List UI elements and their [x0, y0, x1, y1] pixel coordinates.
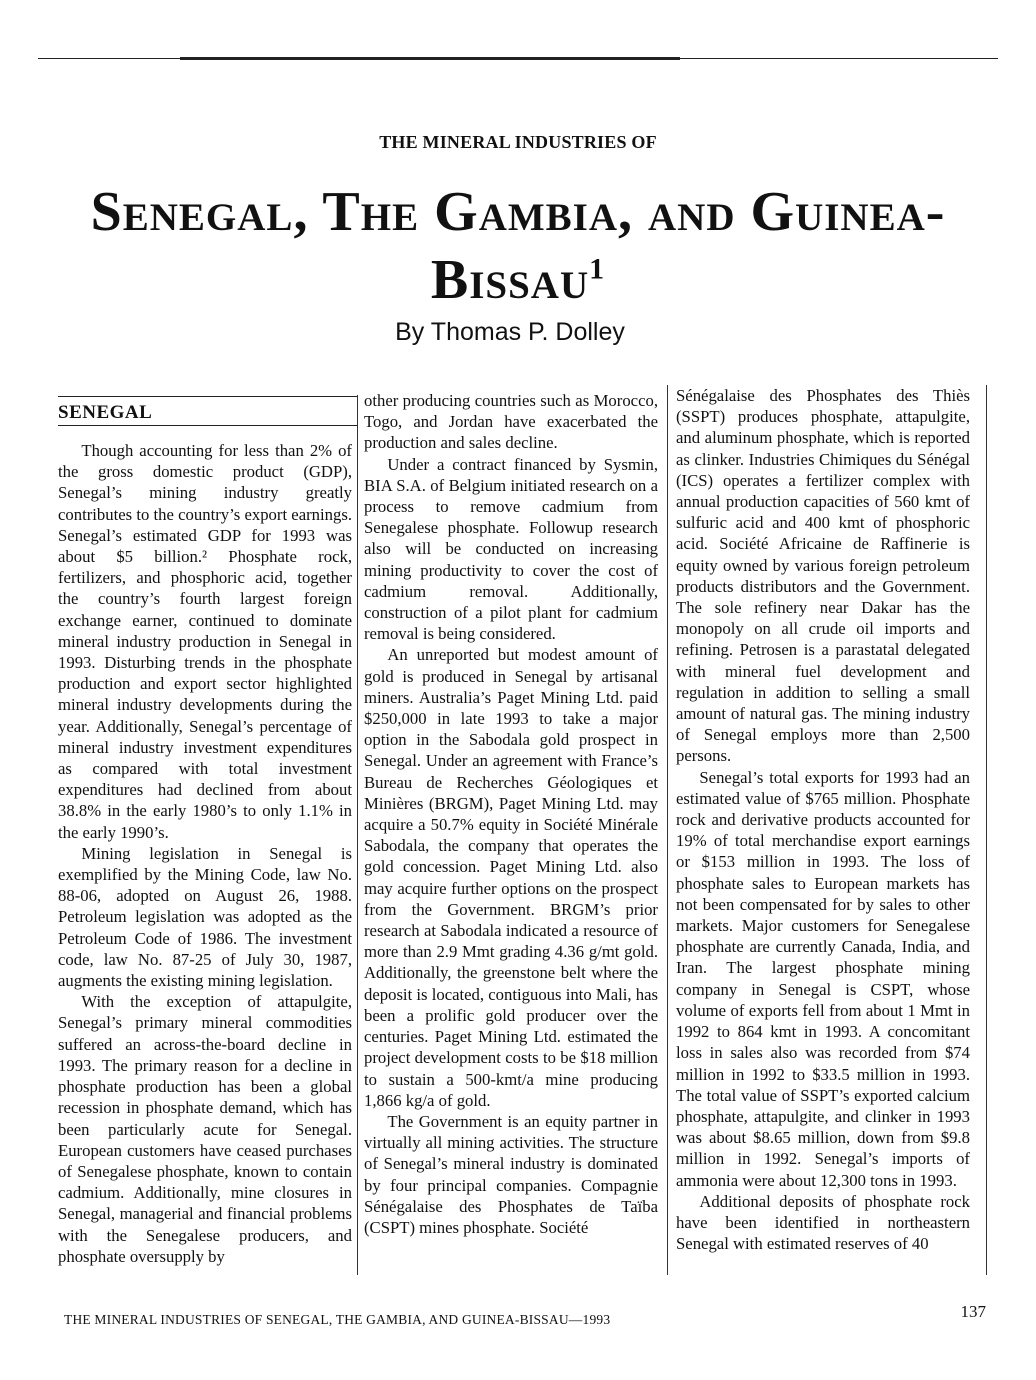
paragraph: With the exception of attapulgite, Senegal’s primary mineral commodities suffered an across-the-board decline in 1993. The primary reason for a decline in phosphate production has been a global recession in phosphate demand, which has been particularly acute for Senegal. European customers have ceased purchases of Senegalese phosphate, known to contain cadmium. Additionally, mine closures in Senegal, managerial and financial problems with the Senegalese producers, and phosphate oversupply by [58, 992, 352, 1266]
column-divider-1 [357, 395, 358, 1275]
column-3 [676, 385, 970, 1254]
title-line-2 [30, 246, 1006, 314]
paragraph: Though accounting for less than 2% of the gross domestic product (GDP), Senegal’s mining industry greatly contributes to the country’s export earnings. Senegal’s estimated GDP for 1993 was about $5 billion.² Phosphate rock, fertilizers, and phosphoric acid, together the country’s fourth largest foreign exchange earner, continued to dominate mineral industry production in Senegal in 1993. Disturbing trends in the phosphate production and export sector highlighted mineral industry developments during the year. Additionally, Senegal’s percentage of mineral industry investment expenditures as compared with total investment expenditures had declined from about 38.8% in the early 1980’s to only 1.1% in the early 1990’s. [58, 441, 352, 842]
section-rule-top [58, 396, 358, 397]
title-line-1: Senegal, The Gambia, and Guinea- [90, 181, 946, 243]
title-line-2-text: Bissau [430, 249, 590, 311]
paragraph: An unreported but modest amount of gold is produced in Senegal by artisanal miners. Australia’s Paget Mining Ltd. paid $250,000 in late 1993 to take a major option in the Sabodala gold prospect in Senegal. Under an agreement with France’s Bureau de Recherches Géologiques et Minières (BRGM), Paget Mining Ltd. may acquire a 50.7% equity in Société Minérale Sabodala, the company that operates the gold concession. Paget Mining Ltd. also may acquire further options on the prospect from the Government. BRGM’s prior research at Sabodala indicated a resource of more than 2.9 Mmt grading 4.36 g/mt gold. Additionally, the greenstone belt where the deposit is located, contiguous into Mali, has been a prolific gold producer over the centuries. Paget Mining Ltd. estimated the project development costs to be $18 million to sustain a 500-kmt/a mine producing 1,866 kg/a of gold. [364, 645, 658, 1110]
column-divider-2 [667, 385, 668, 1275]
column-1 [58, 440, 352, 1267]
paragraph: Senegal’s total exports for 1993 had an estimated value of $765 million. Phosphate rock and derivative products accounted for 19% of total merchandise export earnings or $153 million in 1993. The loss of phosphate sales to European markets has not been compensated for by sales to other markets. Major customers for Senegalese phosphate are currently Canada, India, and Iran. The largest phosphate mining company in Senegal is CSPT, whose volume of exports fell from about 1 Mmt in 1992 to 864 kmt in 1993. A concomitant loss in sales also was recorded from $74 million in 1992 to $33.5 million in 1993. The total value of SSPT’s exported calcium phosphate, attapulgite, and clinker in 1993 was about $8.65 million, down from $9.8 million in 1992. Senegal’s imports of ammonia were about 12,300 tons in 1993. [676, 767, 970, 1190]
section-heading: SENEGAL [58, 402, 153, 423]
paragraph: other producing countries such as Morocco, Togo, and Jordan have exacerbated the production and sales decline. [364, 391, 658, 453]
byline: By Thomas P. Dolley [395, 318, 625, 346]
title-footnote-marker: 1 [589, 252, 606, 286]
running-footer: THE MINERAL INDUSTRIES OF SENEGAL, THE GAMBIA, AND GUINEA-BISSAU—1993 [64, 1312, 611, 1327]
page-title [30, 178, 1006, 314]
paragraph: The Government is an equity partner in virtually all mining activities. The structure of Senegal’s mineral industry is dominated by four principal companies. Compagnie Sénégalaise des Phosphates de Taïba (CSPT) mines phosphate. Société [364, 1111, 658, 1237]
top-rule-accent [180, 57, 680, 60]
page-number: 137 [960, 1302, 986, 1321]
title-kicker: THE MINERAL INDUSTRIES OF [379, 132, 657, 152]
paragraph: Under a contract financed by Sysmin, BIA S.A. of Belgium initiated research on a process to remove cadmium from Senegalese phosphate. Followup research also will be conducted on increasing mining productivity to cover the cost of cadmium removal. Additionally, construction of a pilot plant for cadmium removal is being considered. [364, 454, 658, 644]
column-2 [364, 390, 658, 1238]
section-rule [58, 425, 358, 426]
column-divider-3 [986, 385, 987, 1275]
paragraph: Mining legislation in Senegal is exemplified by the Mining Code, law No. 88-06, adopted on August 26, 1988. Petroleum legislation was adopted as the Petroleum Code of 1986. The investment code, law No. 87-25 of July 30, 1987, augments the existing mining legislation. [58, 843, 352, 991]
paragraph: Additional deposits of phosphate rock have been identified in northeastern Senegal with estimated reserves of 40 [676, 1191, 970, 1254]
paragraph: Sénégalaise des Phosphates des Thiès (SSPT) produces phosphate, attapulgite, and aluminum phosphate, which is reported as clinker. Industries Chimiques du Sénégal (ICS) operates a fertilizer complex with annual production capacities of 560 kmt of sulfuric acid and 400 kmt of phosphoric acid. Société Africaine de Raffinerie is equity owned by various foreign petroleum products distributors and the Government. The sole refinery near Dakar has the monopoly on all crude oil imports and refining. Petrosen is a parastatal delegated with mineral fuel development and regulation in addition to selling a small amount of natural gas. The mining industry of Senegal employs more than 2,500 persons. [676, 386, 970, 766]
